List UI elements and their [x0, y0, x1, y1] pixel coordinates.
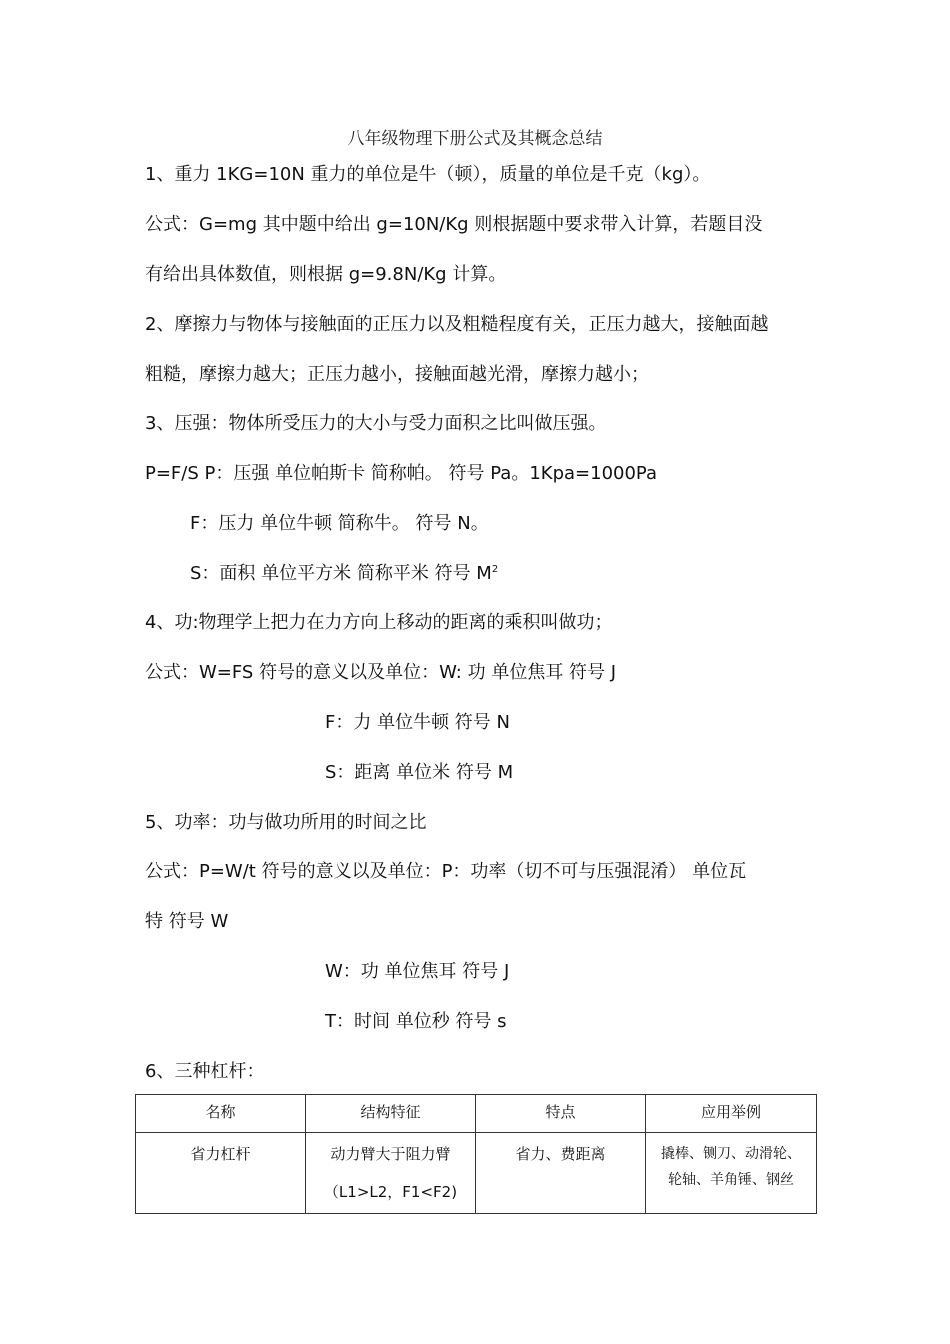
table-header-row: [136, 1095, 817, 1133]
text-line-power-formula: 公式：P=W/t 符号的意义以及单位：P：功率（切不可与压强混淆） 单位瓦: [145, 861, 747, 882]
text-line-gravity: 1、重力 1KG=10N 重力的单位是牛（顿），质量的单位是千克（kg）。: [145, 164, 711, 185]
text-line-pressure: 3、压强：物体所受压力的大小与受力面积之比叫做压强。: [145, 413, 607, 434]
cell-feature: 省力、费距离: [476, 1133, 646, 1214]
lever-table: [135, 1094, 817, 1214]
text-line-pressure-force: F：压力 单位牛顿 简称牛。 符号 N。: [190, 513, 489, 534]
text-line-work-formula: 公式：W=FS 符号的意义以及单位：W: 功 单位焦耳 符号 J: [145, 662, 617, 683]
text-line-pressure-formula: P=F/S P：压强 单位帕斯卡 简称帕。 符号 Pa。1Kpa=1000Pa: [145, 463, 657, 484]
structure-line-1: 动力臂大于阻力臂: [330, 1145, 451, 1163]
text-line-friction-cont: 粗糙，摩擦力越大；正压力越小，接触面越光滑，摩擦力越小；: [145, 364, 649, 385]
header-feature: 特点: [476, 1095, 646, 1133]
header-structure: 结构特征: [306, 1095, 476, 1133]
header-example: 应用举例: [646, 1095, 817, 1133]
text-line-work-force: F：力 单位牛顿 符号 N: [325, 712, 510, 733]
text-line-power: 5、功率：功与做功所用的时间之比: [145, 812, 427, 833]
text-line-power-work: W：功 单位焦耳 符号 J: [325, 961, 510, 982]
document-title: 八年级物理下册公式及其概念总结: [347, 129, 603, 149]
text-line-gravity-formula: 公式：G=mg 其中题中给出 g=10N/Kg 则根据题中要求带入计算，若题目没: [145, 214, 763, 235]
area-text: S：面积 单位平方米 简称平米 符号 M: [190, 563, 492, 584]
example-line-1: 撬棒、铡刀、动滑轮、: [661, 1146, 801, 1162]
text-line-power-time: T：时间 单位秒 符号 s: [325, 1011, 507, 1032]
structure-line-2: （L1>L2，F1<F2): [323, 1183, 458, 1201]
table-row: [136, 1133, 817, 1214]
cell-structure: [306, 1133, 476, 1214]
text-line-work-distance: S：距离 单位米 符号 M: [325, 762, 514, 783]
text-line-levers: 6、三种杠杆：: [145, 1061, 265, 1082]
superscript-2: 2: [491, 564, 499, 575]
example-line-2: 轮轴、羊角锤、钢丝: [668, 1172, 794, 1188]
header-name: 名称: [136, 1095, 306, 1133]
text-line-power-formula-cont: 特 符号 W: [145, 911, 229, 932]
text-line-work: 4、功:物理学上把力在力方向上移动的距离的乘积叫做功；: [145, 612, 613, 633]
cell-name: 省力杠杆: [136, 1133, 306, 1214]
text-line-gravity-formula-cont: 有给出具体数值，则根据 g=9.8N/Kg 计算。: [145, 264, 507, 285]
cell-example: [646, 1133, 817, 1214]
text-line-friction: 2、摩擦力与物体与接触面的正压力以及粗糙程度有关，正压力越大，接触面越: [145, 314, 769, 335]
text-line-pressure-area: [190, 562, 498, 586]
